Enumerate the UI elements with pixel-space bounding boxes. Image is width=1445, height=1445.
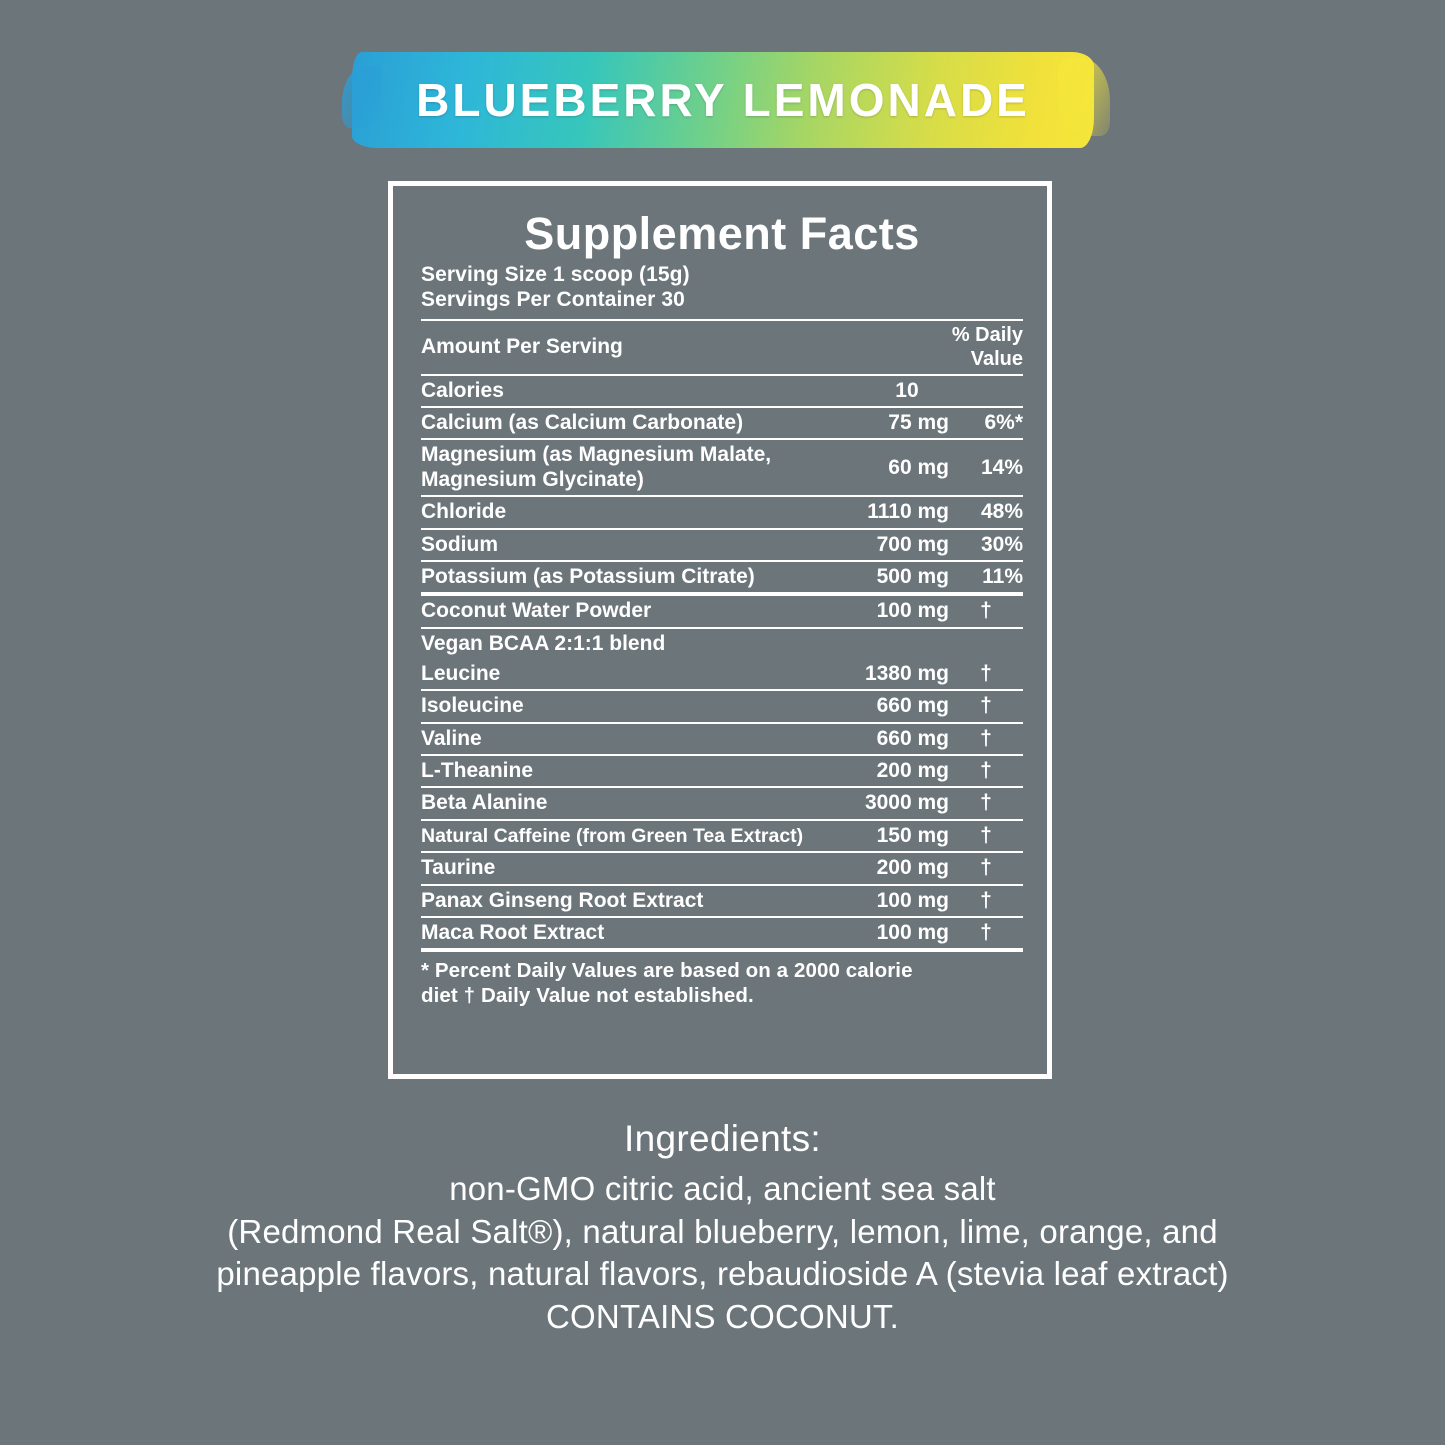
nutrient-name: L-Theanine [421,755,865,787]
nutrient-dv: † [949,852,1023,884]
flavor-banner [352,52,1094,148]
nutrient-amount: 200 mg [865,852,949,884]
nutrient-amount: 1110 mg [865,496,949,528]
nutrient-name: Leucine [421,659,865,690]
ingredients-heading: Ingredients: [624,1118,821,1159]
nutrient-amount: 150 mg [865,820,949,852]
nutrient-amount: 100 mg [865,917,949,950]
nutrient-dv: 14% [949,439,1023,496]
nutrient-dv: 48% [949,496,1023,528]
nutrient-dv: † [949,820,1023,852]
nutrient-amount: 75 mg [865,407,949,439]
footnote [421,959,1023,1008]
nutrient-name: Chloride [421,496,865,528]
table-row [421,594,1023,627]
nutrient-dv: † [949,690,1023,722]
ingredients-line-2: (Redmond Real Salt®), natural blueberry, lemon, lime, orange, and [227,1212,1218,1250]
table-row [421,439,1023,496]
table-row [421,917,1023,950]
header-daily-value [949,320,1023,374]
nutrient-amount: 100 mg [865,594,949,627]
nutrient-amount: 3000 mg [865,787,949,819]
supplement-facts-title: Supplement Facts [524,208,920,259]
nutrient-dv: 6%* [949,407,1023,439]
nutrient-dv: † [949,917,1023,950]
nutrition-table [421,319,1023,952]
nutrient-name: Potassium (as Potassium Citrate) [421,561,865,594]
table-row [421,561,1023,594]
nutrient-name: Coconut Water Powder [421,594,865,627]
nutrient-name: Panax Ginseng Root Extract [421,885,865,917]
nutrient-name: Sodium [421,529,865,561]
table-row [421,407,1023,439]
nutrient-amount: 700 mg [865,529,949,561]
nutrient-amount: 100 mg [865,885,949,917]
supplement-facts-panel [388,181,1052,1079]
header-daily-value-line2: Value [970,347,1023,370]
nutrient-amount: 10 [865,375,949,407]
nutrient-dv: 30% [949,529,1023,561]
nutrient-dv [949,375,1023,407]
nutrient-amount: 1380 mg [865,659,949,690]
nutrient-dv: † [949,755,1023,787]
table-row [421,723,1023,755]
nutrient-amount: 500 mg [865,561,949,594]
nutrient-amount [865,628,949,659]
table-row [421,628,1023,659]
nutrient-amount: 660 mg [865,723,949,755]
table-row [421,659,1023,690]
serving-size: Serving Size 1 scoop (15g) [421,263,690,287]
nutrient-name: Calcium (as Calcium Carbonate) [421,407,865,439]
flavor-name: BLUEBERRY LEMONADE [416,74,1030,126]
table-row [421,375,1023,407]
table-row [421,529,1023,561]
nutrient-dv: † [949,885,1023,917]
table-row [421,852,1023,884]
nutrient-name: Magnesium (as Magnesium Malate, Magnesium Glycinate) [421,439,865,496]
nutrient-name: Vegan BCAA 2:1:1 blend [421,631,666,655]
ingredients-line-3: pineapple flavors, natural flavors, rebaudioside A (stevia leaf extract) [216,1255,1229,1293]
nutrient-amount: 200 mg [865,755,949,787]
table-header-row [421,320,1023,374]
table-row [421,690,1023,722]
nutrient-name: Taurine [421,852,865,884]
header-daily-value-line1: % Daily [951,324,1023,347]
ingredients-section [0,1118,1445,1338]
nutrient-name: Natural Caffeine (from Green Tea Extract) [421,820,865,852]
table-row [421,787,1023,819]
header-amount-per-serving: Amount Per Serving [421,320,865,374]
servings-per-container: Servings Per Container 30 [421,287,685,311]
nutrient-dv: † [949,659,1023,690]
nutrient-name: Calories [421,375,865,407]
nutrient-dv [949,628,1023,659]
nutrient-name: Valine [421,723,865,755]
nutrient-dv: † [949,787,1023,819]
footnote-line-1: * Percent Daily Values are based on a 2000 calorie [421,959,913,983]
nutrient-name: Maca Root Extract [421,917,865,950]
nutrient-name: Beta Alanine [421,787,865,819]
table-row [421,755,1023,787]
nutrient-amount: 660 mg [865,690,949,722]
nutrient-dv: † [949,723,1023,755]
footnote-line-2: diet † Daily Value not established. [421,983,754,1007]
allergen-statement: CONTAINS COCONUT. [546,1297,899,1335]
nutrient-dv: † [949,594,1023,627]
ingredients-line-1: non-GMO citric acid, ancient sea salt [449,1170,996,1207]
nutrient-amount: 60 mg [865,439,949,496]
nutrient-name: Isoleucine [421,690,865,722]
table-row [421,820,1023,852]
nutrient-dv: 11% [949,561,1023,594]
table-row [421,496,1023,528]
table-row [421,885,1023,917]
